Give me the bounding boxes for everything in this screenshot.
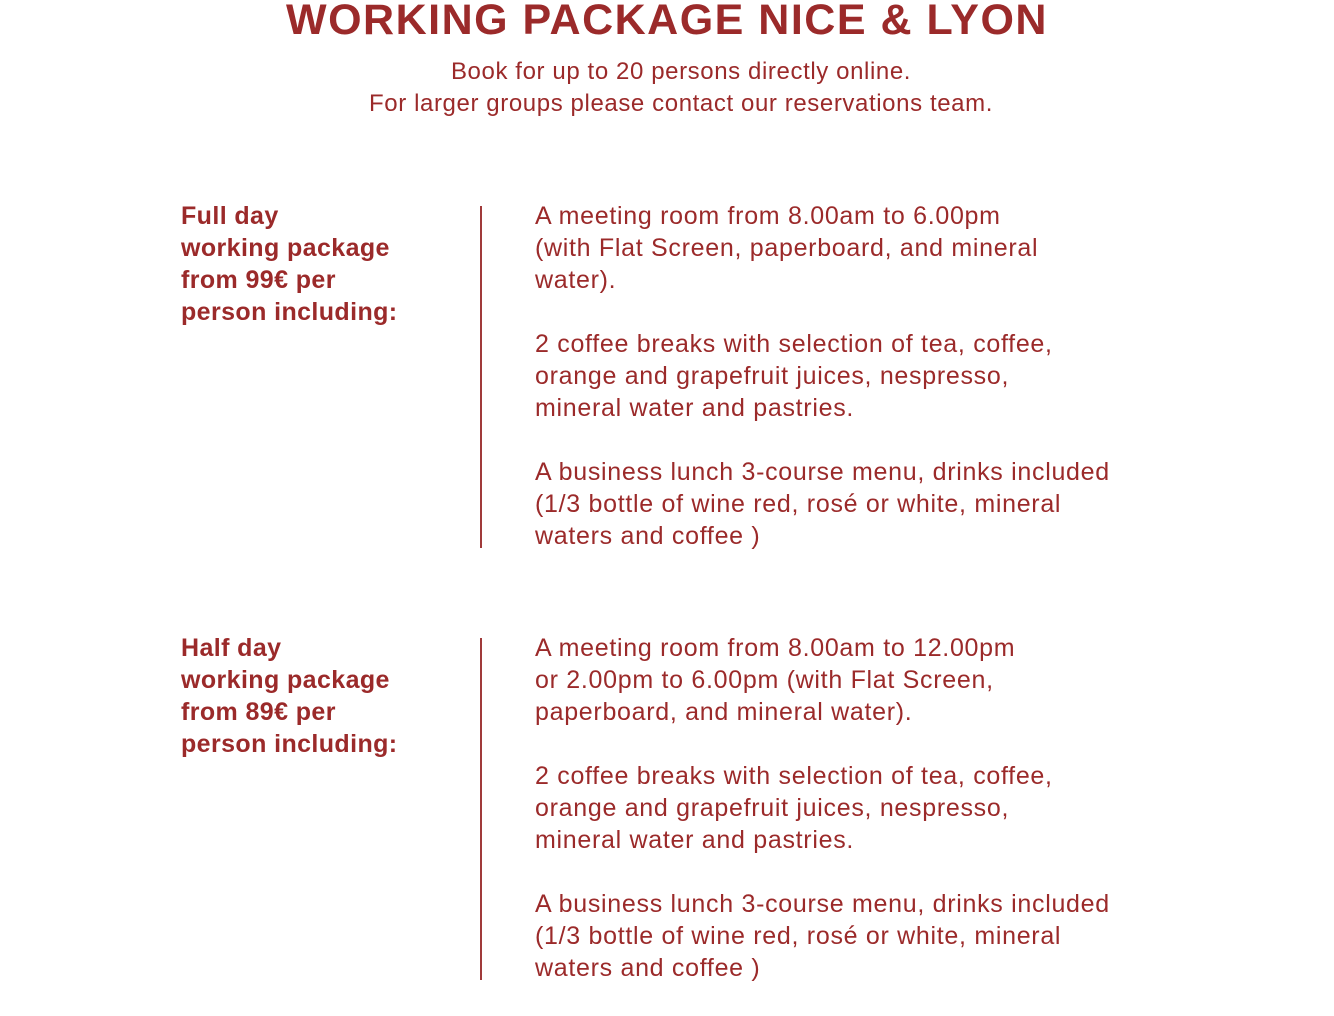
package-item-business-lunch <box>535 456 1235 552</box>
package-item-line: or 2.00pm to 6.00pm (with Flat Screen, <box>535 666 994 694</box>
full-day-package-items <box>535 200 1235 584</box>
package-item-meeting-room <box>535 200 1235 296</box>
package-label-line: from 99€ per <box>181 266 336 294</box>
package-item-line: waters and coffee ) <box>535 522 761 550</box>
subtitle-line: Book for up to 20 persons directly online. <box>450 58 912 85</box>
package-item-line: orange and grapefruit juices, nespresso, <box>535 794 1010 822</box>
half-day-package-items <box>535 632 1235 1016</box>
package-item-meeting-room <box>535 632 1235 728</box>
package-label-line: from 89€ per <box>181 698 336 726</box>
vertical-divider <box>480 638 482 980</box>
package-label-line: working package <box>181 666 390 694</box>
package-item-line: (1/3 bottle of wine red, rosé or white, mineral <box>535 922 1062 950</box>
package-item-line: 2 coffee breaks with selection of tea, coffee, <box>535 330 1053 358</box>
subtitle-line: For larger groups please contact our reservations team. <box>369 90 993 117</box>
package-item-line: A meeting room from 8.00am to 12.00pm <box>535 634 1016 662</box>
package-item-business-lunch <box>535 888 1235 984</box>
package-item-line: (1/3 bottle of wine red, rosé or white, mineral <box>535 490 1062 518</box>
package-item-line: water). <box>535 266 617 294</box>
package-item-line: waters and coffee ) <box>535 954 761 982</box>
package-item-line: 2 coffee breaks with selection of tea, coffee, <box>535 762 1053 790</box>
page-subtitle <box>0 56 1334 120</box>
package-item-line: mineral water and pastries. <box>535 826 855 854</box>
package-item-line: (with Flat Screen, paperboard, and mineral <box>535 234 1039 262</box>
package-label-line: working package <box>181 234 390 262</box>
package-item-coffee-breaks <box>535 760 1235 856</box>
package-label-line: Full day <box>181 202 279 230</box>
page-title: WORKING PACKAGE NICE & LYON <box>286 0 1048 44</box>
package-item-coffee-breaks <box>535 328 1235 424</box>
package-item-line: A business lunch 3-course menu, drinks included <box>535 890 1110 918</box>
package-label-line: person including: <box>181 730 398 758</box>
package-label-line: Half day <box>181 634 282 662</box>
vertical-divider <box>480 206 482 548</box>
package-item-line: paperboard, and mineral water). <box>535 698 913 726</box>
half-day-package-label <box>181 632 461 760</box>
package-item-line: mineral water and pastries. <box>535 394 855 422</box>
package-label-line: person including: <box>181 298 398 326</box>
full-day-package-label <box>181 200 461 328</box>
package-item-line: orange and grapefruit juices, nespresso, <box>535 362 1010 390</box>
package-item-line: A business lunch 3-course menu, drinks included <box>535 458 1110 486</box>
package-item-line: A meeting room from 8.00am to 6.00pm <box>535 202 1001 230</box>
